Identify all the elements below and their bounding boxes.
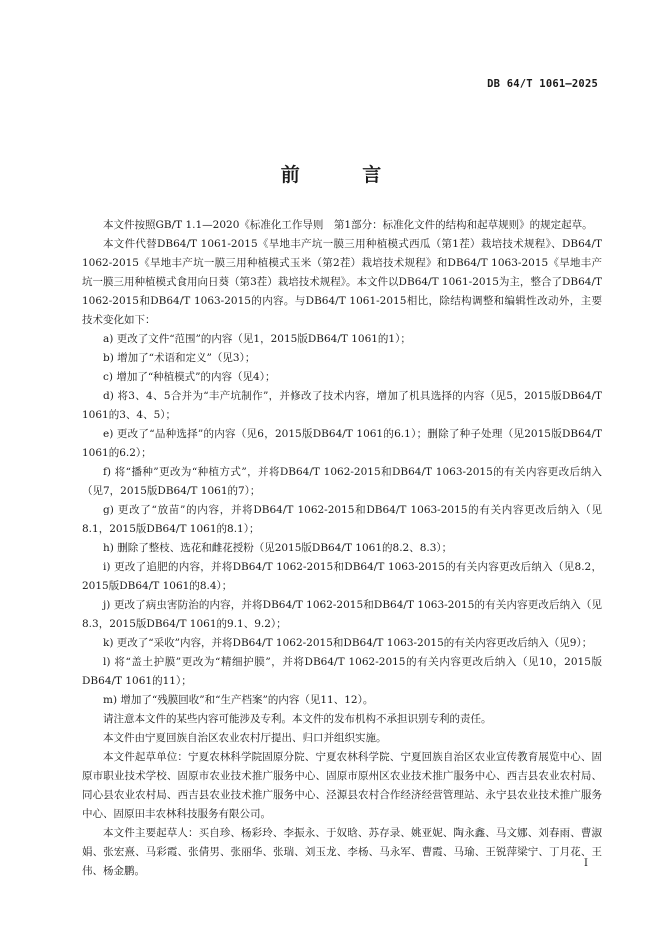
paragraph: 本文件代替DB64/T 1061-2015《旱地丰产坑一膜三用种植模式西瓜（第1茬）栽培技术规程》、DB64/T 1062-2015《旱地丰产坑一膜三用种植模式玉米（第2茬）栽培技术规程》和DB64/T 1063-2015《旱地丰产坑一膜三用种植模式食用向日葵（第3茬）栽培技术规程》。本文件以DB64/T 1061-2015为主，整合了DB64/T 1062-2015和DB64/T 1063-2015的内容。与DB64/T 1061-2015相比，除结构调整和编辑性改动外，主要技术变化如下： bbox=[82, 238, 602, 326]
list-item: i) 更改了追肥的内容，并将DB64/T 1062-2015和DB64/T 1063-2015的有关内容更改后纳入（见8.2，2015版DB64/T 1061的8.4）； bbox=[82, 561, 602, 592]
paragraph: 请注意本文件的某些内容可能涉及专利。本文件的发布机构不承担识别专利的责任。 bbox=[103, 713, 492, 725]
list-item: c) 增加了“种植模式”的内容（见4）； bbox=[103, 371, 276, 383]
list-item: m) 增加了“残膜回收”和“生产档案”的内容（见11、12）。 bbox=[103, 694, 374, 706]
page-number: I bbox=[584, 858, 588, 869]
list-item: e) 更改了“品种选择”的内容（见6，2015版DB64/T 1061的6.1）；删除了种子处理（见2015版DB64/T 1061的6.2）； bbox=[82, 428, 602, 459]
list-item: a) 更改了文件“范围”的内容（见1，2015版DB64/T 1061的1）； bbox=[103, 333, 411, 345]
list-item: k) 更改了“采收”内容，并将DB64/T 1062-2015和DB64/T 1063-2015的有关内容更改后纳入（见9）； bbox=[103, 637, 593, 649]
document-code: DB 64/T 1061—2025 bbox=[487, 78, 598, 90]
paragraph: 本文件起草单位：宁夏农林科学院固原分院、宁夏农林科学院、宁夏回族自治区农业宣传教育展览中心、固原市职业技术学校、固原市农业技术推广服务中心、固原市原州区农业技术推广服务中心、西吉县农业农村局、同心县农业农村局、西吉县农业技术推广服务中心、泾源县农村合作经济经营管理站、永宁县农业技术推广服务中心、固原田丰农林科技服务有限公司。 bbox=[82, 751, 602, 820]
body-text bbox=[82, 216, 602, 881]
list-item: b) 增加了“术语和定义”（见3）； bbox=[103, 352, 256, 364]
list-item: g) 更改了“放苗”的内容，并将DB64/T 1062-2015和DB64/T 1063-2015的有关内容更改后纳入（见8.1，2015版DB64/T 1061的8.1）； bbox=[82, 504, 602, 535]
list-item: j) 更改了病虫害防治的内容，并将DB64/T 1062-2015和DB64/T 1063-2015的有关内容更改后纳入（见8.3，2015版DB64/T 1061的9.1、9.2）； bbox=[82, 599, 602, 630]
list-item: l) 将“盖土护膜”更改为“精细护膜”，并将DB64/T 1062-2015的有关内容更改后纳入（见10，2015版DB64/T 1061的11）； bbox=[82, 656, 602, 687]
paragraph: 本文件按照GB/T 1.1—2020《标准化工作导则 第1部分：标准化文件的结构和起草规则》的规定起草。 bbox=[103, 219, 593, 231]
list-item: h) 删除了整枝、选花和雌花授粉（见2015版DB64/T 1061的8.2、8.3）； bbox=[103, 542, 453, 554]
list-item: f) 将“播种”更改为“种植方式”，并将DB64/T 1062-2015和DB64/T 1063-2015的有关内容更改后纳入（见7，2015版DB64/T 1061的7）； bbox=[82, 466, 602, 497]
page-title: 前 言 bbox=[280, 164, 410, 186]
paragraph: 本文件由宁夏回族自治区农业农村厅提出、归口并组织实施。 bbox=[103, 732, 387, 744]
paragraph: 本文件主要起草人：买自珍、杨彩玲、李振永、于奴晗、苏存录、姚亚妮、陶永鑫、马文娜、刘春雨、曹淑娟、张宏熹、马彩霞、张倩男、张丽华、张瑞、刘玉龙、李杨、马永军、曹霞、马瑜、王锐萍梁宁、丁月花、王伟、杨金鹏。 bbox=[82, 827, 602, 877]
list-item: d) 将3、4、5合并为“丰产坑制作”，并修改了技术内容，增加了机具选择的内容（见5，2015版DB64/T 1061的3、4、5）； bbox=[82, 390, 602, 421]
